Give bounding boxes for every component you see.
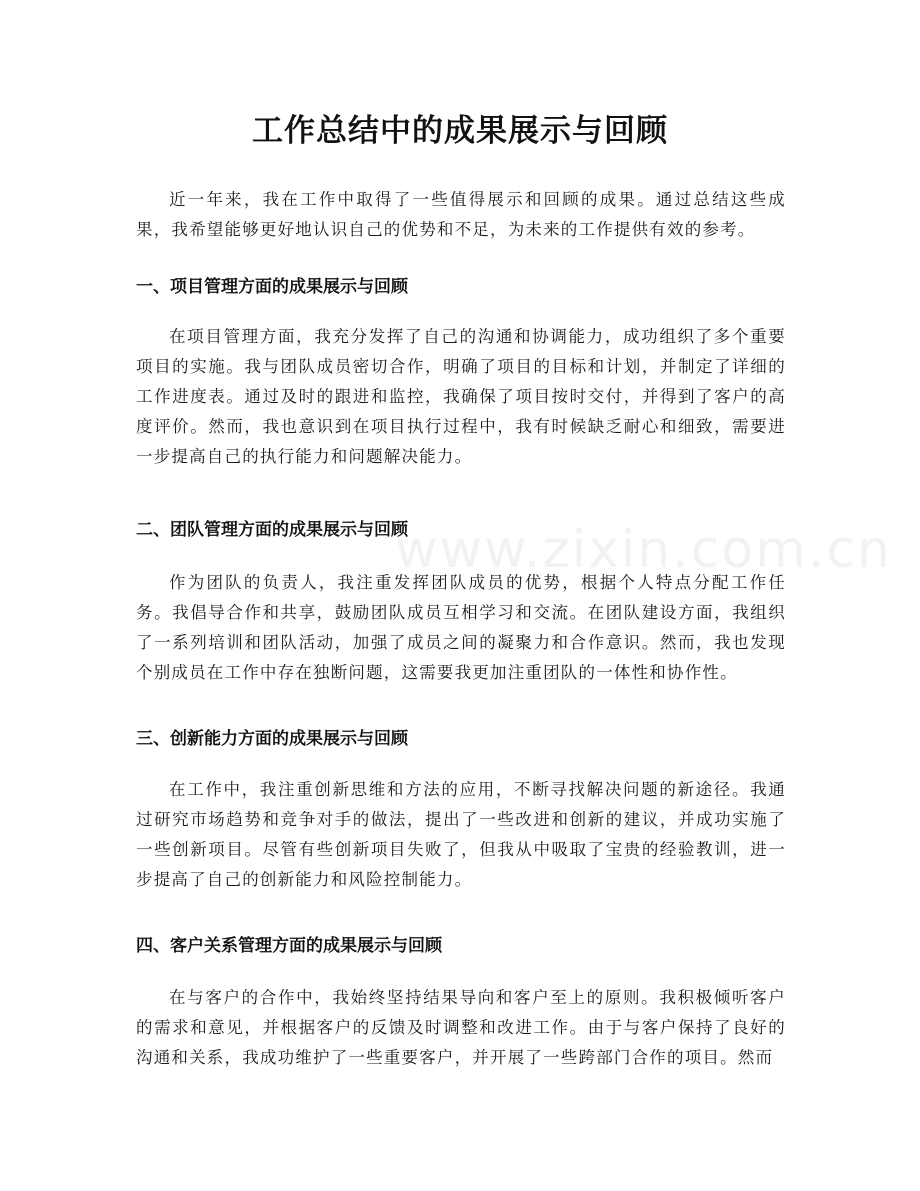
section-heading-customer: 四、客户关系管理方面的成果展示与回顾: [136, 936, 442, 956]
section-heading-project: 一、项目管理方面的成果展示与回顾: [136, 277, 408, 297]
section-heading-team: 二、团队管理方面的成果展示与回顾: [136, 520, 408, 540]
intro-paragraph: 近一年来，我在工作中取得了一些值得展示和回顾的成果。通过总结这些成果，我希望能够更好地认识自己的优势和不足，为未来的工作提供有效的参考。: [136, 190, 786, 239]
section-body-innovation: 在工作中，我注重创新思维和方法的应用，不断寻找解决问题的新途径。我通过研究市场趋势和竞争对手的做法，提出了一些改进和创新的建议，并成功实施了一些创新项目。尽管有些创新项目失败了，但我从中吸取了宝贵的经验教训，进一步提高了自己的创新能力和风险控制能力。: [136, 780, 786, 889]
section-body-customer: 在与客户的合作中，我始终坚持结果导向和客户至上的原则。我积极倾听客户的需求和意见，并根据客户的反馈及时调整和改进工作。由于与客户保持了良好的沟通和关系，我成功维护了一些重要客户，并开展了一些跨部门合作的项目。然而: [136, 988, 786, 1067]
section-body-project: 在项目管理方面，我充分发挥了自己的沟通和协调能力，成功组织了多个重要项目的实施。我与团队成员密切合作，明确了项目的目标和计划，并制定了详细的工作进度表。通过及时的跟进和监控，我确保了项目按时交付，并得到了客户的高度评价。然而，我也意识到在项目执行过程中，我有时候缺乏耐心和细致，需要进一步提高自己的执行能力和问题解决能力。: [136, 327, 786, 466]
watermark: www.zixin.com.cn: [395, 520, 892, 580]
section-heading-innovation: 三、创新能力方面的成果展示与回顾: [136, 729, 408, 749]
document-title: 工作总结中的成果展示与回顾: [252, 113, 668, 149]
section-body-team: 作为团队的负责人，我注重发挥团队成员的优势，根据个人特点分配工作任务。我倡导合作和共享，鼓励团队成员互相学习和交流。在团队建设方面，我组织了一系列培训和团队活动，加强了成员之间的凝聚力和合作意识。然而，我也发现个别成员在工作中存在独断问题，这需要我更加注重团队的一体性和协作性。: [136, 573, 786, 682]
